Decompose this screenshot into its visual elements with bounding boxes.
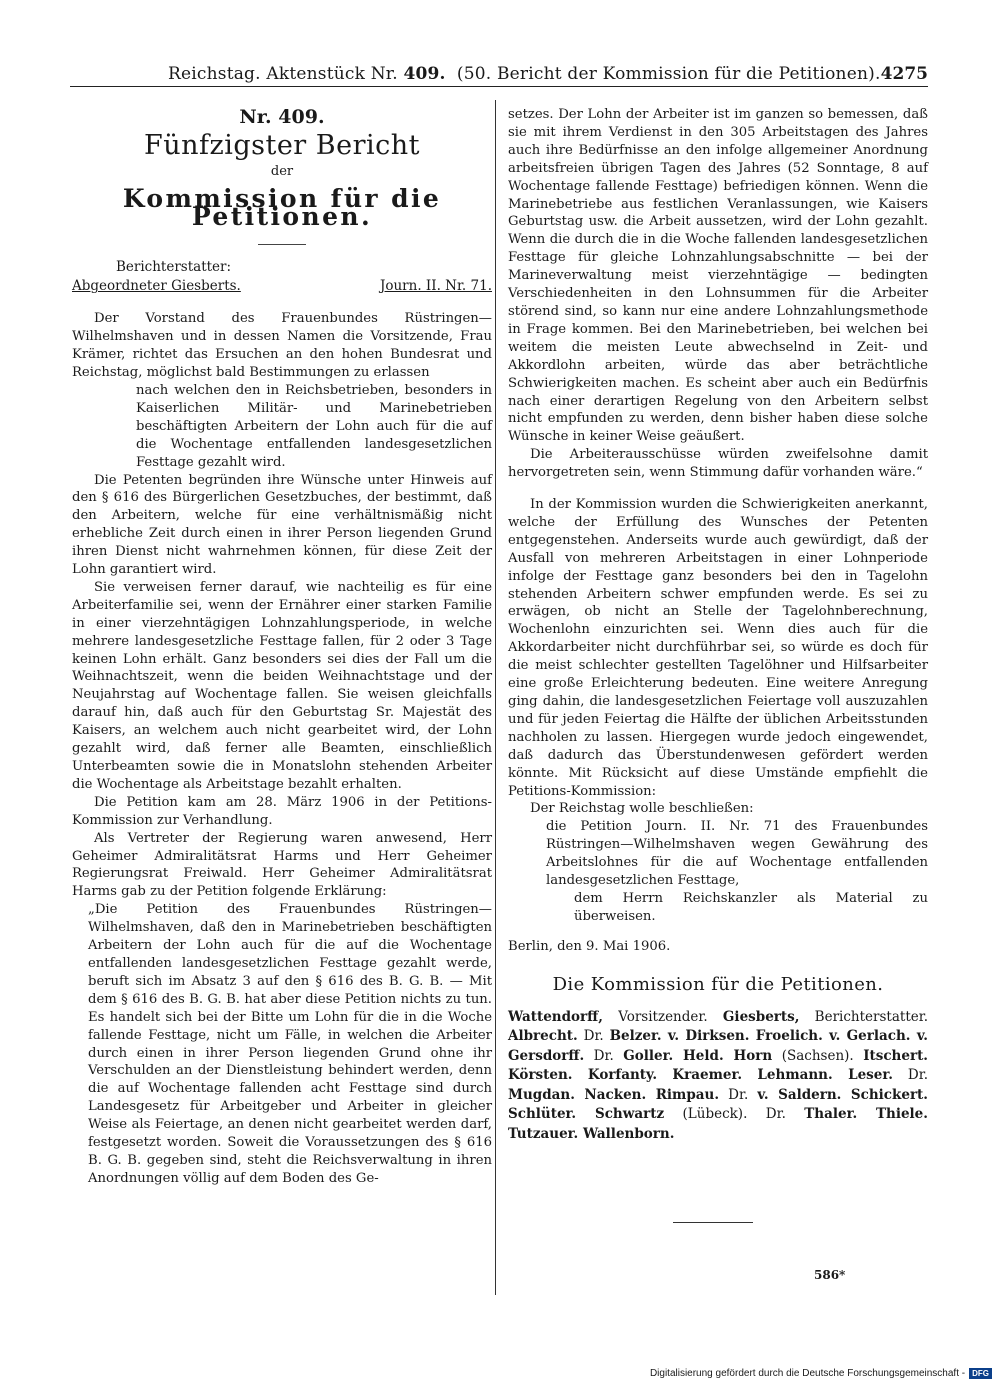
paragraph-resolution-intro: Der Reichstag wolle beschließen: bbox=[530, 801, 754, 817]
paragraph-government-reps: Als Vertreter der Regierung waren anwesend, Herr Geheimer Admiralitätsrat Harms und Herr Geheimer Regierungsrat Freiwald. Herr Geheimer Admiralitätsrat Harms gab zu der Petition folgende Erklärung: bbox=[72, 830, 492, 900]
paragraph-resolution-referral: dem Herrn Reichskanzler als Material zu überweisen. bbox=[574, 890, 928, 924]
dfg-logo-icon: DFG bbox=[969, 1368, 992, 1379]
member-names: Goller. Held. Horn bbox=[623, 1047, 773, 1064]
end-rule bbox=[673, 1222, 753, 1223]
report-title: Fünfzigster Bericht bbox=[143, 129, 421, 161]
member-name: Giesberts, bbox=[722, 1008, 800, 1025]
page-number: 4275 bbox=[880, 64, 928, 84]
member-role: Berichterstatter. bbox=[799, 1008, 928, 1025]
member-names: Thaler. Thiele. Tutzauer. Wallenborn. bbox=[508, 1106, 928, 1142]
paragraph-justification: Die Petenten begründen ihre Wünsche unter Hinweis auf den § 616 des Bürgerlichen Gesetzbuches, der bestimmt, daß den Arbeitern, welche für eine verhältnismäßig nicht erhebliche Zeit durch einen in ihrer Person liegenden Grund ihren Dienst nicht wahrnehmen können, für diese Zeit der Lohn garantiert wird. bbox=[72, 472, 492, 578]
header-title-prefix: Reichstag. Aktenstück Nr. bbox=[168, 64, 398, 84]
paragraph-resolution-text: die Petition Journ. II. Nr. 71 des Frauenbundes Rüstringen—Wilhelmshaven wegen Gewährung des Arbeitslohnes für die auf Wochentage entfallenden landesgesetzlichen Festtage, bbox=[546, 819, 928, 889]
column-divider bbox=[495, 100, 496, 1295]
member-note: (Lübeck). Dr. bbox=[664, 1106, 805, 1123]
member-title: Dr. bbox=[892, 1067, 928, 1084]
member-title: Dr. bbox=[577, 1028, 610, 1045]
member-list bbox=[508, 1008, 928, 1145]
paragraph-government-statement: „Die Petition des Frauenbundes Rüstringen—Wilhelmshaven, daß den in Marinebetrieben beschäftigten Arbeitern der Lohn auch für die auf die Wochentage entfallenden landesgesetzlichen Festtage gezahlt werde, beruft sich im Absatz 3 auf den § 616 des B. G. B. — Mit dem § 616 des B. G. B. hat aber diese Petition nichts zu tun. Es handelt sich bei der Bitte um Lohn für die in die Woche fallende Festtage, nicht um Fälle, in welchen die Arbeiter durch einen in ihrer Person liegenden Grund ohne ihr Verschulden an der Dienstleistung behindert werden, denn die auf Wochentage fallenden acht Festtage sind durch Landesgesetz für Arbeitgeber und Arbeiter in gleicher Weise als Feiertage, an denen nicht gearbeitet werden darf, festgesetzt worden. Soweit die Voraussetzungen des § 616 B. G. B. gegeben sind, steht die Reichsverwaltung in ihren Anordnungen völlig auf dem Boden des Ge- bbox=[88, 902, 492, 1186]
printer-signature: 586* bbox=[814, 1268, 846, 1282]
paragraph-commission-discussion: In der Kommission wurden die Schwierigkeiten anerkannt, welche der Erfüllung des Wunsches der Petenten entgegenstehen. Anderseits wurde auch gewürdigt, daß der Ausfall von mehreren Arbeitstagen in einer Lohnperiode infolge der Festtage ganz besonders bei den in Tagelohn stehenden Arbeitern schwer empfunden werde. Es sei zu erwägen, ob nicht an Stelle der Tagelohnberechnung, Wochenlohn einzurichten sei. Wenn dies auch für die Akkordarbeiter nicht durchführbar sei, so würde es doch für die meist schlechter gestellten Tagelöhner und Hilfsarbeiter eine große Erleichterung bedeuten. Eine weitere Anregung ging dahin, die landesgesetzlichen Feiertage voll auszuzahlen und für jeden Feiertag die Hälfte der üblichen Arbeitsstunden nachholen zu lassen. Hiergegen wurde jedoch eingewendet, daß dadurch das Überstundenwesen gefördert werden könnte. Mit Rücksicht auf diese Umstände empfiehlt die Petitions-Kommission: bbox=[508, 497, 928, 799]
paragraph-statement-continued: setzes. Der Lohn der Arbeiter ist im ganzen so bemessen, daß sie mit ihrem Verdienst in den 305 Arbeitstagen des Jahres auch ihre Bedürfnisse an den infolge allgemeiner Anordnung arbeitsfreien übrigen Tagen des Jahres (52 Sonntage, 8 auf Wochentage fallende Festtage) befriedigen können. Wenn die Marinebetriebe aus festlichen Veranlassungen, wie Kaisers Geburtstag usw. die Arbeit aussetzen, wird der Lohn gezahlt. Wenn die durch die in die Woche fallenden landesgesetzlichen Festtage für gleiche Lohnzahlungsabschnitte — bei der Marineverwaltung meist vierzehntägige — bedingten Verschiedenheiten in den Lohnsummen für die Arbeiter störend sind, so kann nur eine andere Lohnzahlungsmethode in Frage kommen. Bei den Marinebetrieben, bei welchen bei weitem die meisten Leute abwechselnd in Zeit- und Akkordlohn arbeiten, würde das aber beträchtliche Schwierigkeiten machen. Es scheint aber auch ein Bedürfnis nach einer derartigen Regelung von den Arbeitern selbst nicht empfunden zu werden, denn bisher haben diese solche Wünsche in keiner Weise geäußert. bbox=[508, 107, 928, 445]
member-names: Itschert. Körsten. Korfanty. Kraemer. Lehmann. Leser. bbox=[508, 1047, 929, 1084]
member-name: Wattendorff, bbox=[508, 1008, 603, 1025]
paragraph-petition-request: nach welchen den in Reichsbetrieben, besonders in Kaiserlichen Militär- und Marinebetrieben beschäftigten Arbeitern der Lohn auch für die auf die Wochentage entfallenden landesgesetzlichen Festtage gezahlt wird. bbox=[136, 382, 492, 470]
header-title-suffix: (50. Bericht der Kommission für die Petitionen). bbox=[456, 64, 881, 84]
paragraph-statement-end: Die Arbeiterausschüsse würden zweifelsohne damit hervorgetreten sein, wenn Stimmung dafür vorhanden wäre.“ bbox=[508, 447, 928, 481]
member-name: Albrecht. bbox=[508, 1028, 578, 1045]
member-names: Mugdan. Nacken. Rimpau. bbox=[508, 1086, 720, 1103]
commission-heading: Die Kommission für die Petitionen. bbox=[552, 973, 884, 995]
member-title: Dr. bbox=[584, 1047, 624, 1064]
member-title: Dr. bbox=[719, 1086, 758, 1103]
header-doc-number: 409. bbox=[403, 64, 446, 84]
date-line: Berlin, den 9. Mai 1906. bbox=[508, 938, 671, 954]
reporter-name: Abgeordneter Giesberts. bbox=[72, 278, 241, 295]
member-names: v. Saldern. Schickert. Schlüter. Schwartz bbox=[508, 1086, 928, 1123]
member-names: Belzer. v. Dirksen. Froelich. v. Gerlach. v. Gersdorff. bbox=[508, 1028, 928, 1064]
member-role: Vorsitzender. bbox=[602, 1008, 723, 1025]
paragraph-hardship: Sie verweisen ferner darauf, wie nachteilig es für eine Arbeiterfamilie sei, wenn der Ernährer einer starken Familie in einer vierzehntägigen Lohnzahlungsperiode, in welche mehrere landesgesetzliche Festtage fallen, für 2 oder 3 Tage keinen Lohn erhält. Ganz besonders sei dies der Fall um die Weihnachtszeit, wenn die beiden Weihnachtstage und der Neujahrstag auf Wochentage fallen. Sie weisen gleichfalls darauf hin, daß auch für den Geburtstag Sr. Majestät des Kaisers, an welchem auch nicht gearbeitet wird, der Lohn gezahlt wird, daß ferner alle Beamten, einschließlich Unterbeamten sowie die in Monatslohn stehenden Arbeiter die Wochentage als Arbeitstage bezahlt erhalten. bbox=[72, 579, 492, 792]
footer-text: Digitalisierung gefördert durch die Deutsche Forschungsgemeinschaft - bbox=[649, 1368, 966, 1379]
right-column bbox=[508, 106, 928, 1144]
commission-title: Kommission für die Petitionen. bbox=[122, 183, 442, 231]
reporter-line bbox=[72, 278, 492, 296]
report-der: der bbox=[270, 163, 294, 179]
act-number: Nr. 409. bbox=[239, 106, 325, 128]
header-title bbox=[168, 64, 881, 84]
running-header bbox=[70, 58, 928, 87]
member-note: (Sachsen). bbox=[772, 1047, 864, 1064]
title-rule bbox=[258, 244, 306, 245]
paragraph-hearing-date: Die Petition kam am 28. März 1906 in der Petitions-Kommission zur Verhandlung. bbox=[72, 794, 492, 828]
digitization-footer bbox=[650, 1368, 992, 1379]
reporter-label: Berichterstatter: bbox=[116, 258, 232, 275]
paragraph-petition-intro: Der Vorstand des Frauenbundes Rüstringen—Wilhelmshaven und in dessen Namen die Vorsitzende, Frau Krämer, richtet das Ersuchen an den hohen Bundesrat und Reichstag, möglichst bald Bestimmungen zu erlassen bbox=[72, 311, 492, 381]
left-column bbox=[72, 105, 492, 1188]
journal-ref: Journ. II. Nr. 71. bbox=[379, 278, 492, 295]
